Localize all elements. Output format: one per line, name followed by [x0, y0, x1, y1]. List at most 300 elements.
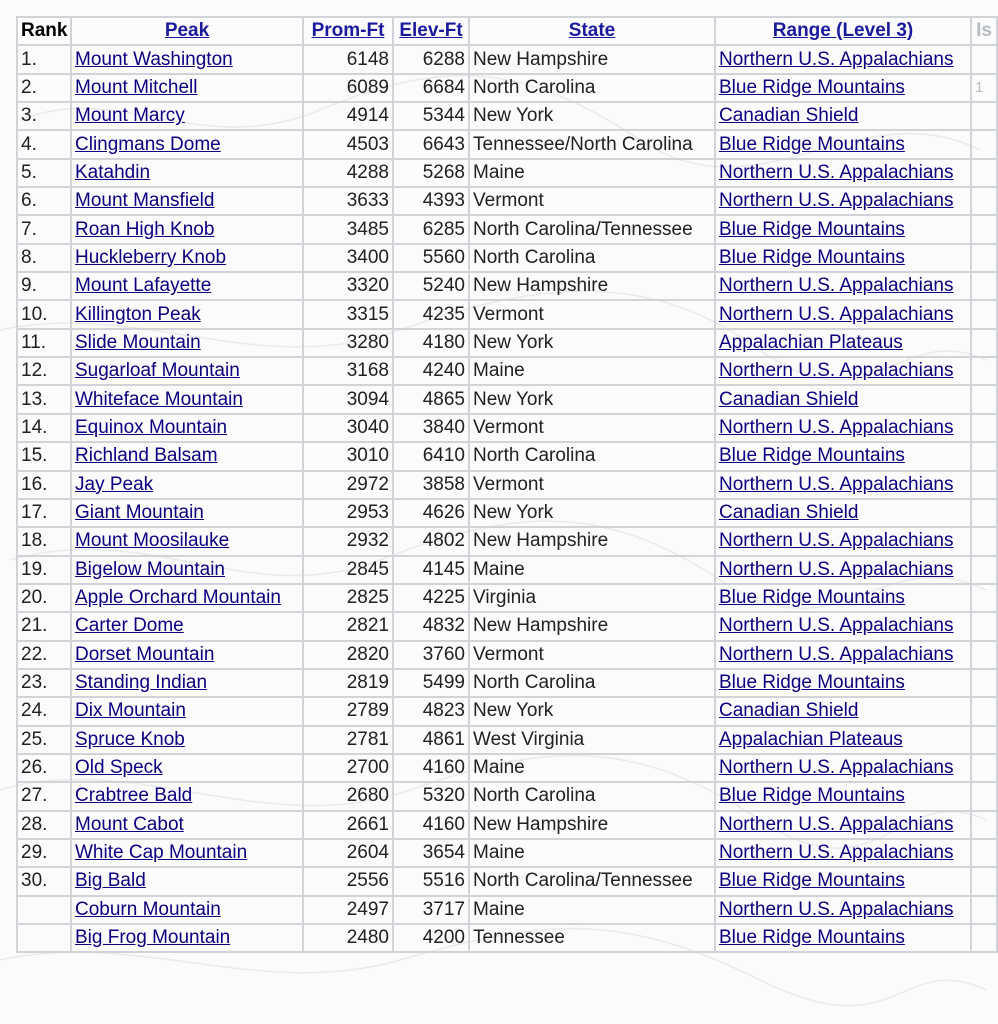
rank-cell: 9. — [17, 272, 71, 300]
prominence-cell: 2497 — [303, 896, 393, 924]
range-cell[interactable] — [715, 385, 971, 413]
state-cell: North Carolina — [469, 244, 715, 272]
peak-link[interactable]: Katahdin — [75, 161, 151, 183]
range-cell[interactable] — [715, 527, 971, 555]
state-cell: North Carolina — [469, 669, 715, 697]
state-cell: North Carolina/Tennessee — [469, 867, 715, 895]
range-cell[interactable] — [715, 272, 971, 300]
peak-link[interactable]: Sugarloaf Mountain — [75, 360, 240, 382]
range-cell[interactable] — [715, 329, 971, 357]
elevation-cell: 3654 — [393, 839, 469, 867]
cut-off-cell — [971, 697, 997, 725]
elevation-cell: 4861 — [393, 726, 469, 754]
peak-cell[interactable] — [71, 839, 303, 867]
elevation-cell: 5240 — [393, 272, 469, 300]
range-cell[interactable] — [715, 471, 971, 499]
range-link[interactable]: Northern U.S. Appalachians — [719, 161, 954, 183]
peak-link[interactable]: Mount Mitchell — [75, 76, 198, 98]
table-row — [17, 669, 997, 697]
peak-cell[interactable] — [71, 754, 303, 782]
header-elev[interactable] — [393, 17, 469, 45]
range-link[interactable]: Northern U.S. Appalachians — [719, 416, 954, 438]
peak-cell[interactable] — [71, 527, 303, 555]
cut-off-cell — [971, 385, 997, 413]
range-link[interactable]: Northern U.S. Appalachians — [719, 275, 954, 297]
range-cell[interactable] — [715, 782, 971, 810]
table-row — [17, 102, 997, 130]
peak-cell[interactable] — [71, 697, 303, 725]
state-cell: Vermont — [469, 187, 715, 215]
rank-cell: 25. — [17, 726, 71, 754]
rank-cell: 30. — [17, 867, 71, 895]
cut-off-cell — [971, 272, 997, 300]
range-cell[interactable] — [715, 839, 971, 867]
range-link[interactable]: Northern U.S. Appalachians — [719, 360, 954, 382]
prominence-cell: 2953 — [303, 499, 393, 527]
peak-link[interactable]: Dorset Mountain — [75, 643, 215, 665]
range-cell[interactable] — [715, 612, 971, 640]
elevation-cell: 4160 — [393, 811, 469, 839]
peak-link[interactable]: Equinox Mountain — [75, 416, 228, 438]
peak-cell[interactable] — [71, 896, 303, 924]
state-cell: New York — [469, 102, 715, 130]
rank-cell: 20. — [17, 584, 71, 612]
range-cell[interactable] — [715, 102, 971, 130]
header-prom[interactable] — [303, 17, 393, 45]
peak-link[interactable]: Big Frog Mountain — [75, 927, 231, 949]
prominence-cell: 3010 — [303, 442, 393, 470]
range-cell[interactable] — [715, 896, 971, 924]
range-cell[interactable] — [715, 556, 971, 584]
peak-cell[interactable] — [71, 329, 303, 357]
elevation-cell: 6643 — [393, 130, 469, 158]
range-cell[interactable] — [715, 357, 971, 385]
rank-cell: 14. — [17, 414, 71, 442]
rank-cell: 27. — [17, 782, 71, 810]
sort-range-link[interactable]: Range (Level 3) — [772, 20, 914, 42]
cut-off-cell — [971, 329, 997, 357]
cut-off-cell — [971, 811, 997, 839]
table-row — [17, 867, 997, 895]
peak-link[interactable]: Jay Peak — [75, 473, 154, 495]
range-link[interactable]: Northern U.S. Appalachians — [719, 558, 954, 580]
table-row — [17, 697, 997, 725]
prominence-cell: 3400 — [303, 244, 393, 272]
cut-off-cell — [971, 839, 997, 867]
range-cell[interactable] — [715, 697, 971, 725]
range-link[interactable]: Northern U.S. Appalachians — [719, 615, 954, 637]
peak-cell[interactable] — [71, 300, 303, 328]
peak-cell[interactable] — [71, 414, 303, 442]
state-cell: North Carolina — [469, 74, 715, 102]
elevation-cell: 4180 — [393, 329, 469, 357]
peak-link[interactable]: Huckleberry Knob — [75, 246, 227, 268]
table-row — [17, 471, 997, 499]
prominence-cell: 2820 — [303, 641, 393, 669]
range-link[interactable]: Blue Ridge Mountains — [719, 785, 905, 807]
rank-cell: 5. — [17, 159, 71, 187]
state-cell: New York — [469, 697, 715, 725]
peak-cell[interactable] — [71, 669, 303, 697]
table-row — [17, 499, 997, 527]
range-link[interactable]: Appalachian Plateaus — [719, 728, 903, 750]
header-range[interactable] — [715, 17, 971, 45]
header-rank: Rank — [17, 17, 71, 45]
range-link[interactable]: Northern U.S. Appalachians — [719, 898, 954, 920]
range-link[interactable]: Blue Ridge Mountains — [719, 927, 905, 949]
peak-cell[interactable] — [71, 442, 303, 470]
elevation-cell: 5268 — [393, 159, 469, 187]
range-link[interactable]: Blue Ridge Mountains — [719, 76, 905, 98]
range-cell[interactable] — [715, 811, 971, 839]
cut-off-cell — [971, 556, 997, 584]
peak-cell[interactable] — [71, 272, 303, 300]
cut-off-cell — [971, 130, 997, 158]
state-cell: New Hampshire — [469, 272, 715, 300]
table-row — [17, 300, 997, 328]
rank-cell: 18. — [17, 527, 71, 555]
peak-cell[interactable] — [71, 867, 303, 895]
cut-off-cell — [971, 896, 997, 924]
elevation-cell: 4145 — [393, 556, 469, 584]
peak-link[interactable]: Mount Marcy — [75, 105, 185, 127]
range-cell[interactable] — [715, 244, 971, 272]
prominence-cell: 2556 — [303, 867, 393, 895]
prominence-cell: 6148 — [303, 45, 393, 73]
sort-peak-link[interactable]: Peak — [164, 20, 210, 42]
range-cell[interactable] — [715, 300, 971, 328]
range-cell[interactable] — [715, 669, 971, 697]
prominence-cell: 2781 — [303, 726, 393, 754]
state-cell: New Hampshire — [469, 612, 715, 640]
prominence-cell: 3633 — [303, 187, 393, 215]
peak-link[interactable]: Dix Mountain — [75, 700, 186, 722]
range-cell[interactable] — [715, 499, 971, 527]
rank-cell: 7. — [17, 215, 71, 243]
rank-cell: 15. — [17, 442, 71, 470]
table-row — [17, 130, 997, 158]
rank-cell: 8. — [17, 244, 71, 272]
prominence-cell: 6089 — [303, 74, 393, 102]
sort-state-link[interactable]: State — [568, 20, 616, 42]
range-link[interactable]: Northern U.S. Appalachians — [719, 190, 954, 212]
prominence-cell: 2661 — [303, 811, 393, 839]
peak-cell[interactable] — [71, 187, 303, 215]
peak-link[interactable]: Carter Dome — [75, 615, 184, 637]
rank-cell: 11. — [17, 329, 71, 357]
prominence-cell: 3485 — [303, 215, 393, 243]
range-link[interactable]: Northern U.S. Appalachians — [719, 643, 954, 665]
range-link[interactable]: Canadian Shield — [719, 502, 859, 524]
prominence-cell: 2932 — [303, 527, 393, 555]
elevation-cell: 4240 — [393, 357, 469, 385]
table-row — [17, 754, 997, 782]
peak-cell[interactable] — [71, 130, 303, 158]
cut-off-cell — [971, 867, 997, 895]
peak-link[interactable]: Roan High Knob — [75, 218, 215, 240]
range-cell[interactable] — [715, 726, 971, 754]
rank-cell: 29. — [17, 839, 71, 867]
rank-cell: 21. — [17, 612, 71, 640]
peak-cell[interactable] — [71, 584, 303, 612]
peak-cell[interactable] — [71, 102, 303, 130]
elevation-cell: 4200 — [393, 924, 469, 952]
peak-link[interactable]: Whiteface Mountain — [75, 388, 243, 410]
elevation-cell: 6285 — [393, 215, 469, 243]
peak-link[interactable]: Clingmans Dome — [75, 133, 221, 155]
range-link[interactable]: Northern U.S. Appalachians — [719, 473, 954, 495]
peak-link[interactable]: Bigelow Mountain — [75, 558, 225, 580]
elevation-cell: 4225 — [393, 584, 469, 612]
peak-cell[interactable] — [71, 726, 303, 754]
cut-off-cell — [971, 215, 997, 243]
range-link[interactable]: Blue Ridge Mountains — [719, 218, 905, 240]
rank-cell: 10. — [17, 300, 71, 328]
range-link[interactable]: Canadian Shield — [719, 700, 859, 722]
range-cell[interactable] — [715, 159, 971, 187]
peak-cell[interactable] — [71, 811, 303, 839]
elevation-cell: 3760 — [393, 641, 469, 669]
elevation-cell: 5320 — [393, 782, 469, 810]
peak-link[interactable]: Spruce Knob — [75, 728, 185, 750]
cut-off-cell — [971, 471, 997, 499]
prominence-cell: 2825 — [303, 584, 393, 612]
state-cell: Virginia — [469, 584, 715, 612]
peak-link[interactable]: Mount Moosilauke — [75, 530, 230, 552]
peak-cell[interactable] — [71, 471, 303, 499]
range-cell[interactable] — [715, 584, 971, 612]
table-row — [17, 527, 997, 555]
peak-link[interactable]: Old Speck — [75, 757, 163, 779]
rank-cell: 4. — [17, 130, 71, 158]
range-cell[interactable] — [715, 74, 971, 102]
peak-link[interactable]: Coburn Mountain — [75, 898, 221, 920]
peak-link[interactable]: Killington Peak — [75, 303, 201, 325]
elevation-cell: 5560 — [393, 244, 469, 272]
prominence-cell: 2789 — [303, 697, 393, 725]
cut-off-cell — [971, 527, 997, 555]
range-link[interactable]: Blue Ridge Mountains — [719, 445, 905, 467]
cut-off-cell — [971, 244, 997, 272]
prominence-cell: 3320 — [303, 272, 393, 300]
prominence-cell: 3315 — [303, 300, 393, 328]
prominence-cell: 4914 — [303, 102, 393, 130]
prominence-cell: 3168 — [303, 357, 393, 385]
peak-cell[interactable] — [71, 924, 303, 952]
range-link[interactable]: Blue Ridge Mountains — [719, 246, 905, 268]
state-cell: New York — [469, 329, 715, 357]
table-row — [17, 726, 997, 754]
prominence-cell: 2480 — [303, 924, 393, 952]
state-cell: North Carolina/Tennessee — [469, 215, 715, 243]
table-row — [17, 357, 997, 385]
peak-link[interactable]: Standing Indian — [75, 672, 208, 694]
table-row — [17, 272, 997, 300]
range-cell[interactable] — [715, 187, 971, 215]
range-cell[interactable] — [715, 754, 971, 782]
range-link[interactable]: Blue Ridge Mountains — [719, 672, 905, 694]
table-row — [17, 442, 997, 470]
cut-off-cell — [971, 102, 997, 130]
cut-off-cell — [971, 924, 997, 952]
state-cell: Maine — [469, 839, 715, 867]
elevation-cell: 4823 — [393, 697, 469, 725]
rank-cell: 6. — [17, 187, 71, 215]
table-row — [17, 159, 997, 187]
state-cell: North Carolina — [469, 782, 715, 810]
rank-cell: 26. — [17, 754, 71, 782]
elevation-cell: 6684 — [393, 74, 469, 102]
table-row — [17, 641, 997, 669]
table-row — [17, 924, 997, 952]
table-row — [17, 244, 997, 272]
state-cell: New York — [469, 499, 715, 527]
cut-off-cell — [971, 159, 997, 187]
state-cell: Vermont — [469, 300, 715, 328]
table-row — [17, 839, 997, 867]
elevation-cell: 6288 — [393, 45, 469, 73]
rank-cell — [17, 924, 71, 952]
elevation-cell: 4160 — [393, 754, 469, 782]
peak-cell[interactable] — [71, 782, 303, 810]
cut-off-cell — [971, 499, 997, 527]
rank-cell: 17. — [17, 499, 71, 527]
peak-cell[interactable] — [71, 641, 303, 669]
elevation-cell: 5516 — [393, 867, 469, 895]
range-link[interactable]: Blue Ridge Mountains — [719, 133, 905, 155]
rank-cell: 16. — [17, 471, 71, 499]
range-cell[interactable] — [715, 442, 971, 470]
peak-link[interactable]: Slide Mountain — [75, 331, 201, 353]
cut-off-cell — [971, 442, 997, 470]
state-cell: Maine — [469, 159, 715, 187]
elevation-cell: 4865 — [393, 385, 469, 413]
rank-cell: 23. — [17, 669, 71, 697]
table-row — [17, 187, 997, 215]
table-row — [17, 45, 997, 73]
header-state[interactable] — [469, 17, 715, 45]
table-row — [17, 782, 997, 810]
table-row — [17, 215, 997, 243]
peak-cell[interactable] — [71, 499, 303, 527]
state-cell: Maine — [469, 896, 715, 924]
cut-off-cell — [971, 414, 997, 442]
cut-off-cell — [971, 754, 997, 782]
peak-cell[interactable] — [71, 74, 303, 102]
range-cell[interactable] — [715, 641, 971, 669]
peak-link[interactable]: White Cap Mountain — [75, 842, 248, 864]
range-cell[interactable] — [715, 130, 971, 158]
state-cell: Tennessee/North Carolina — [469, 130, 715, 158]
state-cell: New York — [469, 385, 715, 413]
elevation-cell: 6410 — [393, 442, 469, 470]
peak-cell[interactable] — [71, 159, 303, 187]
table-row — [17, 896, 997, 924]
peak-cell[interactable] — [71, 215, 303, 243]
range-link[interactable]: Northern U.S. Appalachians — [719, 48, 954, 70]
cut-off-cell — [971, 612, 997, 640]
range-link[interactable]: Northern U.S. Appalachians — [719, 303, 954, 325]
cut-off-cell — [971, 357, 997, 385]
peak-cell[interactable] — [71, 612, 303, 640]
peak-link[interactable]: Mount Cabot — [75, 813, 184, 835]
range-link[interactable]: Blue Ridge Mountains — [719, 587, 905, 609]
range-cell[interactable] — [715, 414, 971, 442]
cut-off-cell — [971, 641, 997, 669]
elevation-cell: 5344 — [393, 102, 469, 130]
prominence-cell: 2845 — [303, 556, 393, 584]
peak-link[interactable]: Mount Lafayette — [75, 275, 212, 297]
header-peak[interactable] — [71, 17, 303, 45]
table-row — [17, 329, 997, 357]
peak-link[interactable]: Apple Orchard Mountain — [75, 587, 281, 609]
peak-link[interactable]: Richland Balsam — [75, 445, 218, 467]
elevation-cell: 3858 — [393, 471, 469, 499]
prominence-cell: 4288 — [303, 159, 393, 187]
state-cell: New Hampshire — [469, 811, 715, 839]
elevation-cell: 4393 — [393, 187, 469, 215]
range-link[interactable]: Northern U.S. Appalachians — [719, 757, 954, 779]
peak-link[interactable]: Crabtree Bald — [75, 785, 193, 807]
range-link[interactable]: Canadian Shield — [719, 388, 859, 410]
range-link[interactable]: Northern U.S. Appalachians — [719, 842, 954, 864]
range-link[interactable]: Northern U.S. Appalachians — [719, 813, 954, 835]
prominence-cell: 2819 — [303, 669, 393, 697]
peak-cell[interactable] — [71, 45, 303, 73]
elevation-cell: 3717 — [393, 896, 469, 924]
state-cell: New Hampshire — [469, 45, 715, 73]
range-cell[interactable] — [715, 215, 971, 243]
peak-cell[interactable] — [71, 385, 303, 413]
table-row — [17, 414, 997, 442]
elevation-cell: 3840 — [393, 414, 469, 442]
cut-off-cell — [971, 187, 997, 215]
cut-off-cell — [971, 45, 997, 73]
peaks-table — [16, 16, 998, 953]
sort-elev-link[interactable]: Elev-Ft — [399, 20, 463, 42]
range-link[interactable]: Canadian Shield — [719, 105, 859, 127]
peak-link[interactable]: Mount Washington — [75, 48, 233, 70]
peak-link[interactable]: Big Bald — [75, 870, 146, 892]
range-cell[interactable] — [715, 867, 971, 895]
prominence-cell: 3094 — [303, 385, 393, 413]
state-cell: Maine — [469, 754, 715, 782]
peak-cell[interactable] — [71, 556, 303, 584]
prominence-cell: 2700 — [303, 754, 393, 782]
range-cell[interactable] — [715, 45, 971, 73]
state-cell: Tennessee — [469, 924, 715, 952]
range-cell[interactable] — [715, 924, 971, 952]
cut-off-cell — [971, 300, 997, 328]
table-header-row — [17, 17, 997, 45]
sort-prom-link[interactable]: Prom-Ft — [311, 20, 385, 42]
range-link[interactable]: Appalachian Plateaus — [719, 331, 903, 353]
peak-cell[interactable] — [71, 244, 303, 272]
peak-link[interactable]: Mount Mansfield — [75, 190, 215, 212]
prominence-cell: 2972 — [303, 471, 393, 499]
range-link[interactable]: Northern U.S. Appalachians — [719, 530, 954, 552]
rank-cell: 24. — [17, 697, 71, 725]
prominence-cell: 2821 — [303, 612, 393, 640]
prominence-cell: 3040 — [303, 414, 393, 442]
prominence-cell: 2680 — [303, 782, 393, 810]
peak-cell[interactable] — [71, 357, 303, 385]
prominence-cell: 3280 — [303, 329, 393, 357]
range-link[interactable]: Blue Ridge Mountains — [719, 870, 905, 892]
peak-link[interactable]: Giant Mountain — [75, 502, 204, 524]
table-row — [17, 556, 997, 584]
state-cell: Maine — [469, 357, 715, 385]
